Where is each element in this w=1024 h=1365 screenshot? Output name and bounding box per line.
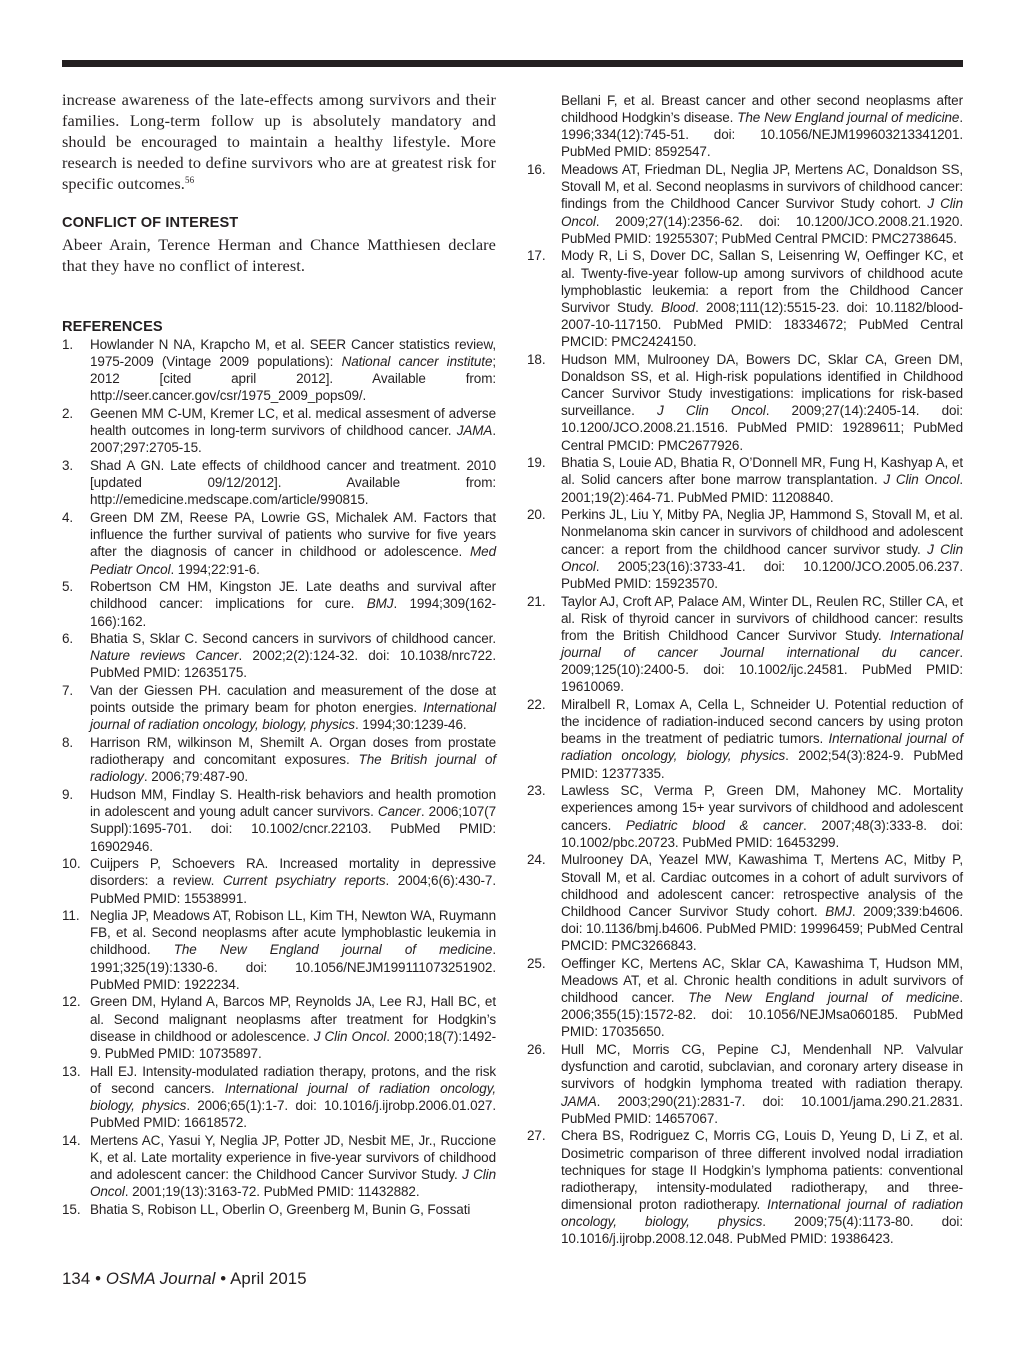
references-list-right <box>527 92 963 1247</box>
reference-journal: International journal of radiation oncology, biology, physics <box>561 731 963 764</box>
reference-journal: Current psychiatry reports <box>222 873 386 889</box>
reference-item <box>62 682 496 733</box>
reference-item <box>527 1127 963 1247</box>
reference-text: . 1994;30:1239-46. <box>354 717 467 733</box>
reference-journal: International journal of radiation oncology, biology, physics <box>90 700 496 733</box>
conflict-heading: CONFLICT OF INTEREST <box>62 215 239 231</box>
reference-journal: J Clin Oncol <box>561 196 963 229</box>
left-column <box>62 89 496 1218</box>
reference-journal: Pediatric blood & cancer <box>625 817 803 833</box>
reference-journal: BMJ <box>825 903 852 919</box>
reference-journal: The British journal of radiology <box>90 752 497 785</box>
reference-text: . 2001;19(13):3163-72. PubMed PMID: 11432882. <box>124 1184 420 1200</box>
reference-journal: J Clin Oncol <box>656 403 766 419</box>
reference-journal: J Clin Oncol <box>883 472 960 488</box>
top-rule <box>62 60 963 67</box>
reference-item <box>527 851 963 954</box>
reference-number: 1. <box>62 337 74 352</box>
reference-text: . 2009;27(14):2356-62. doi: 10.1200/JCO.2008.21.1920. PubMed PMID: 19255307; PubMed Central PMCID: PMC2738645. <box>561 213 963 246</box>
reference-text: . 2001;19(2):464-71. PubMed PMID: 11208840. <box>561 472 963 505</box>
reference-journal: The New England journal of medicine <box>173 942 493 958</box>
reference-journal: J Clin Oncol <box>90 1167 496 1200</box>
reference-text: Cuijpers P, Schoevers RA. Increased mortality in depressive disorders: a review. <box>90 856 496 889</box>
reference-item <box>527 506 963 592</box>
reference-item <box>62 734 496 785</box>
reference-text: Chera BS, Rodriguez C, Morris CG, Louis D, Yeung D, Li Z, et al. Dosimetric comparison of three different involved nodal irradiation techniques for stage II Hodgkin’s lymphoma patients: conventional radiotherapy, intensity-modulated radiotherapy, and three-dimensional proton radiotherapy. <box>561 1128 963 1212</box>
reference-number: 18. <box>527 351 546 367</box>
page-footer <box>62 1268 307 1290</box>
reference-number: 20. <box>527 507 546 523</box>
reference-number: 24. <box>527 852 546 868</box>
reference-item <box>62 509 496 578</box>
reference-text: Mulrooney DA, Yeazel MW, Kawashima T, Mertens AC, Mitby P, Stovall M, et al. Cardiac outcomes in a cohort of adult survivors of childhood and adolescent cancer: retrospective analysis of the Childhood Cancer Survivor Study cohort. <box>561 852 963 919</box>
reference-journal: Nature reviews Cancer <box>90 648 239 664</box>
reference-item <box>527 247 963 350</box>
reference-number: 12. <box>62 994 81 1010</box>
reference-text: . 2006;65(1):1-7. doi: 10.1016/j.ijrobp.2006.01.027. PubMed PMID: 16618572. <box>90 1097 496 1131</box>
reference-text: Lawless SC, Verma P, Green DM, Mahoney MC. Mortality experiences among 15+ year survivors of childhood and adolescent cancers. <box>561 783 963 833</box>
reference-text: Shad A GN. Late effects of childhood cancer and treatment. 2010 [updated 09/12/2012]. Available from: http://emedicine.medscape.com/article/990815. <box>90 458 496 508</box>
reference-number: 27. <box>527 1128 546 1144</box>
reference-item <box>62 457 496 508</box>
reference-text: Bhatia S, Sklar C. Second cancers in survivors of childhood cancer. <box>90 631 496 647</box>
reference-text: Green DM ZM, Reese PA, Lowrie GS, Michalek AM. Factors that influence the further survival of patients who survive for five years after the diagnosis of cancer in childhood or adolescence. <box>90 510 496 560</box>
reference-journal: J Clin Oncol <box>561 541 963 574</box>
reference-item <box>62 1132 496 1201</box>
reference-text: . 2005;23(16):3733-41. doi: 10.1200/JCO.2005.06.237. PubMed PMID: 15923570. <box>561 558 963 591</box>
reference-journal: International journal of radiation oncology, biology, physics <box>90 1080 497 1113</box>
reference-item <box>62 907 496 993</box>
reference-number: 4. <box>62 510 74 526</box>
reference-text: Bhatia S, Louie AD, Bhatia R, O’Donnell MR, Fung H, Kashyap A, et al. Solid cancers after bone marrow transplantation. <box>561 455 963 488</box>
reference-text: . 2006;79:487-90. <box>143 769 249 785</box>
reference-text: . 2009;75(4):1173-80. doi: 10.1016/j.ijrobp.2008.12.048. PubMed PMID: 19386423. <box>561 1214 963 1247</box>
reference-number: 25. <box>527 955 546 971</box>
reference-item <box>62 578 496 629</box>
reference-number: 16. <box>527 162 546 178</box>
reference-text: Bellani F, et al. Breast cancer and other second neoplasms after childhood Hodgkin’s disease. <box>561 93 963 126</box>
reference-number: 15. <box>62 1201 81 1217</box>
reference-text: . 2007;297:2705-15. <box>90 423 496 456</box>
reference-journal: The New England journal of medicine <box>688 990 960 1006</box>
references-heading: REFERENCES <box>62 319 163 335</box>
reference-text: . 2009;27(14):2405-14. doi: 10.1200/JCO.2008.21.1516. PubMed PMID: 19289611; PubMed Central PMCID: PMC2677926. <box>561 403 964 453</box>
reference-text: Hudson MM, Findlay S. Health-risk behaviors and health promotion in adolescent and young adult cancer survivors. <box>90 787 496 820</box>
reference-text: Robertson CM HM, Kingston JE. Late deaths and survival after childhood cancer: implications for cure. <box>90 579 496 612</box>
footer-separator: • <box>90 1269 106 1288</box>
reference-item <box>527 593 963 696</box>
reference-text: Oeffinger KC, Mertens AC, Sklar CA, Kawashima T, Hudson MM, Meadows AT, et al. Chronic health conditions in adult survivors of childhood cancer. <box>561 955 963 1006</box>
reference-text: Bhatia S, Robison LL, Oberlin O, Greenberg M, Bunin G, Fossati <box>90 1201 471 1217</box>
reference-number: 26. <box>527 1042 546 1058</box>
reference-text: Mody R, Li S, Dover DC, Sallan S, Leisenring W, Oeffinger KC, et al. Twenty-five-year follow-up among survivors of childhood acute lymphoblastic leukemia: a report from the Childhood Cancer Survivor Study. <box>561 248 963 315</box>
reference-text: Mertens AC, Yasui Y, Neglia JP, Potter JD, Nesbit ME, Jr., Ruccione K, et al. Late mortality experience in five-year survivors of childhood and adolescent cancer: the Childhood Cancer Survivor Study. <box>90 1132 496 1182</box>
footer-separator: • <box>215 1269 231 1288</box>
reference-journal: BMJ <box>366 596 394 612</box>
reference-item <box>527 161 963 247</box>
reference-journal: Med Pediatr Oncol <box>90 544 496 577</box>
references-list-left <box>62 336 496 1218</box>
reference-number: 6. <box>62 631 74 647</box>
reference-text: . 2007;48(3):333-8. doi: 10.1002/pbc.20723. PubMed PMID: 16453299. <box>561 817 964 850</box>
reference-item <box>527 955 963 1041</box>
reference-item <box>62 336 496 405</box>
reference-text: . 1991;325(19):1330-6. doi: 10.1056/NEJM199111073251902. PubMed PMID: 1922234. <box>90 942 496 992</box>
reference-item <box>62 993 496 1062</box>
reference-number: 23. <box>527 783 546 799</box>
reference-text: . 1994;22:91-6. <box>170 561 260 577</box>
reference-number: 22. <box>527 696 546 712</box>
reference-text: . 1996;334(12):745-51. doi: 10.1056/NEJM199603213341201. PubMed PMID: 8592547. <box>561 110 963 160</box>
reference-item <box>527 696 963 782</box>
reference-item <box>62 405 496 456</box>
reference-text: . 2002;2(2):124-32. doi: 10.1038/nrc722. PubMed PMID: 12635175. <box>90 648 496 681</box>
reference-journal: National cancer institute <box>341 354 493 370</box>
right-column <box>527 92 963 1248</box>
reference-number: 5. <box>62 579 74 595</box>
reference-text: Hall EJ. Intensity-modulated radiation therapy, protons, and the risk of second cancers. <box>90 1063 496 1096</box>
reference-text: ; 2012 [cited april 2012]. Available from: http://seer.cancer.gov/csr/1975_2009_pops09/. <box>90 354 497 404</box>
reference-item <box>62 786 496 855</box>
reference-number: 2. <box>62 406 74 422</box>
journal-name: OSMA Journal <box>105 1269 216 1288</box>
reference-number: 11. <box>62 908 80 924</box>
conflict-text: Abeer Arain, Terence Herman and Chance Matthiesen declare that they have no conflict of interest. <box>62 235 496 275</box>
reference-text: . 2006;355(15):1572-82. doi: 10.1056/NEJMsa060185. PubMed PMID: 17035650. <box>561 990 963 1040</box>
reference-text: Hudson MM, Mulrooney DA, Bowers DC, Sklar CA, Green DM, Donaldson SS, et al. High-risk populations identified in Childhood Cancer Survivor Study investigations: implications for risk-based surveillance. <box>561 351 963 419</box>
reference-item <box>527 1041 963 1127</box>
reference-number: 14. <box>62 1132 81 1148</box>
reference-item <box>527 351 963 454</box>
reference-item <box>62 1201 496 1218</box>
reference-text: Neglia JP, Meadows AT, Robison LL, Kim TH, Newton WA, Ruymann FB, et al. Second neoplasms after acute lymphoblastic leukemia in childhood. <box>90 908 496 958</box>
reference-number: 8. <box>62 735 74 751</box>
reference-journal: The New England journal of medicine <box>737 110 960 126</box>
intro-paragraph <box>62 89 496 194</box>
reference-journal: International journal of radiation oncology, biology, physics <box>561 1197 963 1230</box>
intro-citation: 56 <box>184 175 195 185</box>
reference-text: Green DM, Hyland A, Barcos MP, Reynolds JA, Lee RJ, Hall BC, et al. Second malignant neoplasms after treatment for Hodgkin’s disease in childhood or adolescence. <box>90 994 496 1044</box>
reference-number: 13. <box>62 1063 81 1079</box>
reference-text: . 2000;18(7):1492-9. PubMed PMID: 10735897. <box>90 1028 497 1061</box>
reference-journal: J Clin Oncol <box>313 1028 387 1044</box>
reference-text: . 2003;290(21):2831-7. doi: 10.1001/jama.290.21.2831. PubMed PMID: 14657067. <box>561 1093 963 1126</box>
reference-text: Perkins JL, Liu Y, Mitby PA, Neglia JP, Hammond S, Stovall M, et al. Nonmelanoma skin cancer in survivors of childhood and adolescent cancer: a report from the childhood cancer survivor study. <box>561 507 963 557</box>
reference-text: Van der Giessen PH. caculation and measurement of the dose at points outside the primary beam for photon energies. <box>90 683 496 716</box>
page-number: 134 <box>62 1269 91 1288</box>
reference-item <box>527 92 963 161</box>
issue-date: April 2015 <box>230 1269 307 1288</box>
reference-text: Geenen MM C-UM, Kremer LC, et al. medical assesment of adverse health outcomes in long-term survivors of childhood cancer. <box>90 406 496 439</box>
reference-text: Harrison RM, wilkinson M, Shemilt A. Organ doses from prostate radiotherapy and concomitant exposures. <box>90 735 496 768</box>
reference-text: . 2009;339:b4606. doi: 10.1136/bmj.b4606. PubMed PMID: 19996459; PubMed Central PMCID: PMC3266843. <box>561 903 964 954</box>
reference-text: . 1994;309(162-166):162. <box>90 596 497 629</box>
reference-journal: Cancer <box>377 804 421 820</box>
reference-journal: International journal of cancer Journal international du cancer <box>561 627 963 660</box>
reference-text: Hull MC, Morris CG, Pepine CJ, Mendenhall NP. Valvular dysfunction and carotid, subclavian, and coronary artery disease in survivors of hodgkin lymphoma treated with radiation therapy. <box>561 1042 963 1092</box>
reference-item <box>62 1063 496 1132</box>
reference-item <box>62 630 496 681</box>
reference-number: 3. <box>62 458 74 474</box>
reference-text: . 2002;54(3):824-9. PubMed PMID: 12377335. <box>561 748 963 781</box>
intro-text: increase awareness of the late-effects among survivors and their families. Long-term follow up is absolutely mandatory and should be encouraged to maintain a healthy lifestyle. More research is needed to define survivors who are at greatest risk for specific outcomes. <box>62 90 496 193</box>
reference-journal: Blood <box>661 299 696 315</box>
reference-number: 19. <box>527 455 546 471</box>
reference-item <box>527 454 963 505</box>
reference-item <box>527 782 963 851</box>
reference-number: 21. <box>527 593 546 609</box>
reference-text: Taylor AJ, Croft AP, Palace AM, Winter DL, Reulen RC, Stiller CA, et al. Risk of thyroid cancer in survivors of childhood cancer: results from the British Childhood Cancer Survivor Study. <box>561 593 963 643</box>
reference-text: Miralbell R, Lomax A, Cella L, Schneider U. Potential reduction of the incidence of radiation-induced second cancers by using proton beams in the treatment of pediatric tumors. <box>561 696 963 747</box>
reference-journal: JAMA <box>561 1093 597 1109</box>
reference-number: 10. <box>62 856 81 872</box>
reference-text: . 2004;6(6):430-7. PubMed PMID: 15538991. <box>90 873 496 906</box>
reference-number: 9. <box>62 787 74 803</box>
reference-item <box>62 855 496 906</box>
reference-number: 7. <box>62 683 74 699</box>
reference-journal: JAMA <box>456 423 493 439</box>
reference-number: 17. <box>527 248 546 264</box>
reference-text: Meadows AT, Friedman DL, Neglia JP, Mertens AC, Donaldson SS, Stovall M, et al. Second neoplasms in survivors of childhood cancer: findings from the Childhood Cancer Survivor Study cohort. <box>561 162 963 212</box>
reference-text: . 2008;111(12):5515-23. doi: 10.1182/blood-2007-10-117150. PubMed PMID: 18334672; PubMed Central PMCID: PMC2424150. <box>561 299 964 350</box>
reference-text: . 2006;107(7 Suppl):1695-701. doi: 10.1002/cncr.22103. PubMed PMID: 16902946. <box>90 804 496 854</box>
reference-text: Howlander N NA, Krapcho M, et al. SEER Cancer statistics review, 1975-2009 (Vintage 2009 populations): <box>90 337 496 370</box>
reference-text: . 2009;125(10):2400-5. doi: 10.1002/ijc.24581. PubMed PMID: 19610069. <box>561 645 963 695</box>
